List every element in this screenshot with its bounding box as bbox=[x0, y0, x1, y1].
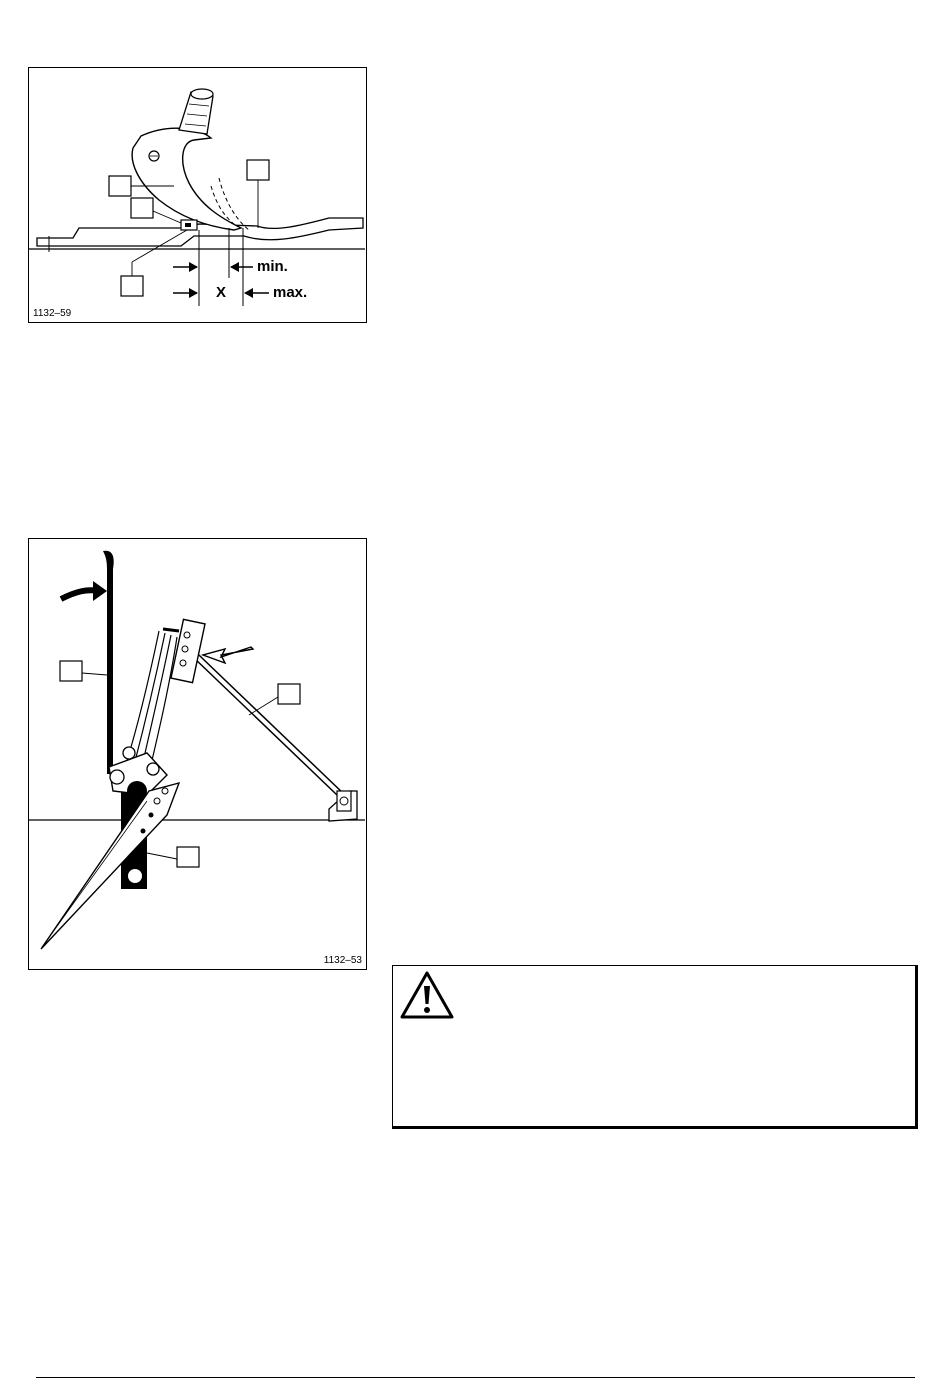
figure-tine-adjustment bbox=[28, 538, 367, 970]
label-box-1 bbox=[109, 176, 131, 196]
min-label: min. bbox=[257, 258, 288, 275]
figure-code: 1132–59 bbox=[33, 308, 72, 319]
label-box-2 bbox=[131, 198, 153, 218]
figure-code: 1132–53 bbox=[323, 955, 362, 966]
footer-rule bbox=[36, 1377, 915, 1378]
knife-clearance-drawing bbox=[29, 68, 368, 324]
label-box-3 bbox=[247, 160, 269, 180]
max-label: max. bbox=[273, 284, 308, 301]
label-box-lever bbox=[60, 661, 82, 681]
tine-adjustment-drawing bbox=[29, 539, 368, 971]
warning-box bbox=[392, 965, 918, 1129]
x-dimension-label: X bbox=[216, 284, 227, 301]
label-box-bar bbox=[177, 847, 199, 867]
figure-knife-clearance bbox=[28, 67, 367, 323]
label-box-4 bbox=[121, 276, 143, 296]
warning-triangle-icon bbox=[399, 970, 455, 1025]
label-box-rod bbox=[278, 684, 300, 704]
